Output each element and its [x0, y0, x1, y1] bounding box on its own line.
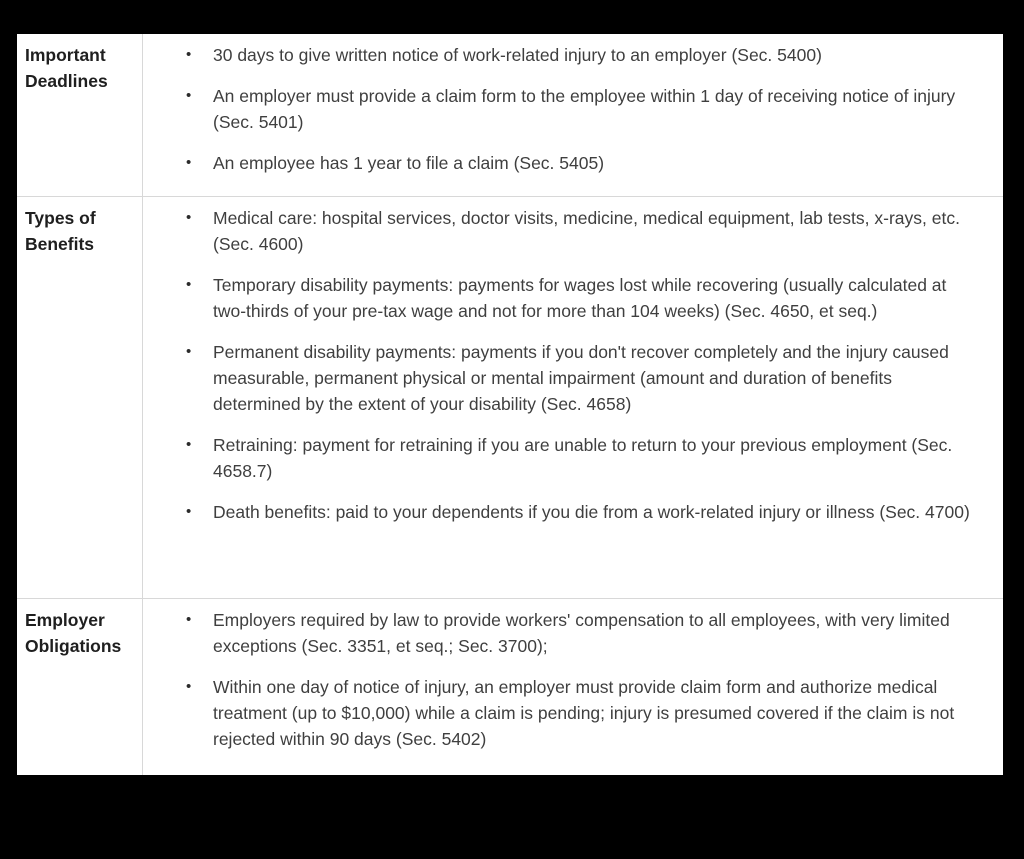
bullet-text: An employee has 1 year to file a claim (Sec. 5405) — [213, 153, 605, 173]
bullet-item — [143, 607, 978, 659]
bullet-text: Within one day of notice of injury, an employer must provide claim form and authorize medical treatment (up to $10,000) while a claim is pending; injury is presumed covered if the claim is not rejected within 90 days (Sec. 5402) — [213, 677, 955, 749]
bullet-item — [143, 42, 978, 68]
bullet-list — [143, 205, 978, 525]
bullet-icon: • — [186, 87, 192, 104]
bullet-item — [143, 499, 978, 525]
row-heading: Employer Obligations — [25, 610, 122, 656]
bullet-icon: • — [186, 46, 192, 63]
bullet-icon: • — [186, 503, 192, 520]
bullet-icon: • — [186, 209, 192, 226]
bullet-item — [143, 150, 978, 176]
bullet-icon: • — [186, 343, 192, 360]
table-row — [17, 34, 1003, 196]
row-heading: Important Deadlines — [25, 45, 108, 91]
bullet-text: Medical care: hospital services, doctor visits, medicine, medical equipment, lab tests, x-rays, etc. (Sec. 4600) — [213, 208, 960, 254]
bullet-text: Permanent disability payments: payments if you don't recover completely and the injury caused measurable, permanent physical or mental impairment (amount and duration of benefits determined by the extent of your disability (Sec. 4658) — [213, 342, 949, 414]
bullet-list — [143, 42, 978, 176]
bullet-icon: • — [186, 611, 192, 628]
row-content-cell — [143, 34, 1003, 196]
row-heading-cell — [17, 34, 143, 196]
workers-comp-table — [17, 34, 1003, 775]
table-row — [17, 598, 1003, 775]
bullet-item — [143, 205, 978, 257]
table-row — [17, 196, 1003, 598]
bullet-text: 30 days to give written notice of work-related injury to an employer (Sec. 5400) — [213, 45, 822, 65]
row-heading-cell — [17, 599, 143, 775]
bullet-icon: • — [186, 276, 192, 293]
row-content-cell — [143, 197, 1003, 598]
bullet-item — [143, 83, 978, 135]
bullet-text: Employers required by law to provide workers' compensation to all employees, with very limited exceptions (Sec. 3351, et seq.; Sec. 3700); — [213, 610, 950, 656]
bullet-text: Temporary disability payments: payments for wages lost while recovering (usually calculated at two-thirds of your pre-tax wage and not for more than 104 weeks) (Sec. 4650, et seq.) — [213, 275, 947, 321]
bullet-item — [143, 272, 978, 324]
row-heading: Types of Benefits — [25, 208, 96, 254]
bullet-text: An employer must provide a claim form to the employee within 1 day of receiving notice of injury (Sec. 5401) — [213, 86, 956, 132]
bullet-item — [143, 339, 978, 417]
bullet-text: Retraining: payment for retraining if you are unable to return to your previous employment (Sec. 4658.7) — [213, 435, 953, 481]
bullet-text: Death benefits: paid to your dependents if you die from a work-related injury or illness (Sec. 4700) — [213, 502, 970, 522]
row-heading-cell — [17, 197, 143, 598]
row-content-cell — [143, 599, 1003, 775]
bullet-item — [143, 432, 978, 484]
bullet-icon: • — [186, 436, 192, 453]
bullet-item — [143, 674, 978, 752]
bullet-icon: • — [186, 154, 192, 171]
bullet-list — [143, 607, 978, 752]
bullet-icon: • — [186, 678, 192, 695]
